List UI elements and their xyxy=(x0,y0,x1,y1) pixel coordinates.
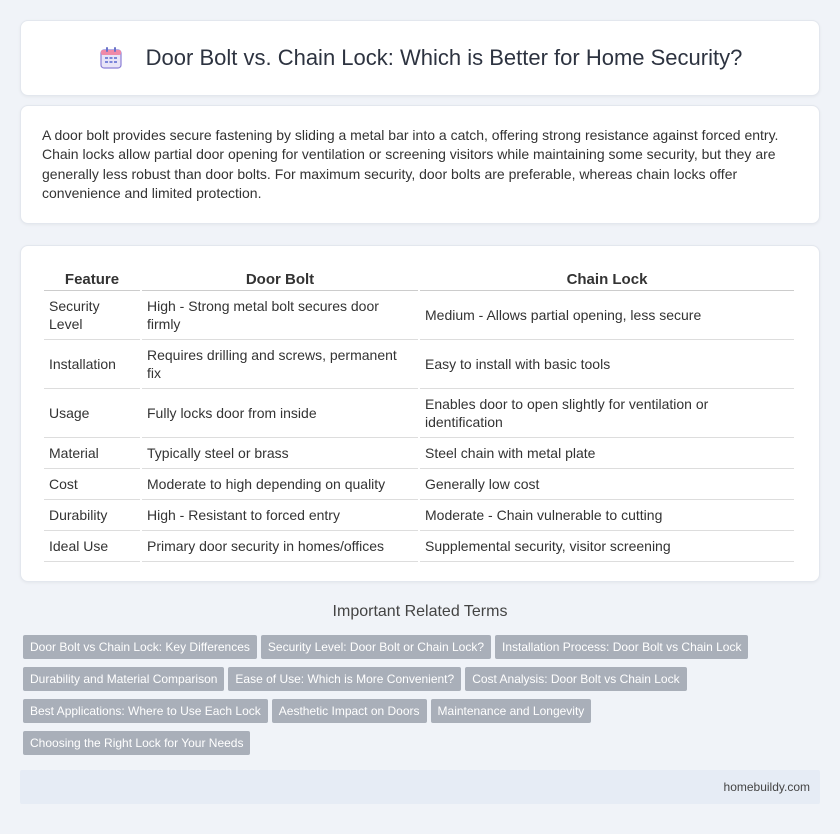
table-cell: Fully locks door from inside xyxy=(142,389,418,438)
table-cell: High - Strong metal bolt secures door firmly xyxy=(142,291,418,340)
related-term-tag[interactable]: Maintenance and Longevity xyxy=(431,699,592,723)
table-row xyxy=(44,291,794,340)
related-term-tag[interactable]: Door Bolt vs Chain Lock: Key Differences xyxy=(23,635,257,659)
table-cell: Primary door security in homes/offices xyxy=(142,531,418,562)
footer xyxy=(20,770,820,804)
table-cell: Supplemental security, visitor screening xyxy=(420,531,794,562)
table-cell: Enables door to open slightly for ventilation or identification xyxy=(420,389,794,438)
footer-site-link[interactable]: homebuildy.com xyxy=(723,780,810,794)
table-row xyxy=(44,389,794,438)
table-cell: Easy to install with basic tools xyxy=(420,340,794,389)
table-cell: Steel chain with metal plate xyxy=(420,438,794,469)
related-term-tag[interactable]: Durability and Material Comparison xyxy=(23,667,224,691)
related-term-tag[interactable]: Cost Analysis: Door Bolt vs Chain Lock xyxy=(465,667,686,691)
column-header-chain-lock: Chain Lock xyxy=(420,266,794,291)
table-row xyxy=(44,531,794,562)
column-header-door-bolt: Door Bolt xyxy=(142,266,418,291)
related-term-tag[interactable]: Security Level: Door Bolt or Chain Lock? xyxy=(261,635,491,659)
related-term-tag[interactable]: Aesthetic Impact on Doors xyxy=(272,699,427,723)
related-terms-list xyxy=(23,635,803,763)
table-row xyxy=(44,340,794,389)
intro-card xyxy=(20,105,820,224)
table-cell: Usage xyxy=(44,389,140,438)
related-terms-title: Important Related Terms xyxy=(332,603,508,620)
table-cell: Medium - Allows partial opening, less secure xyxy=(420,291,794,340)
page-title: Door Bolt vs. Chain Lock: Which is Better for Home Security? xyxy=(145,45,743,70)
table-cell: Ideal Use xyxy=(44,531,140,562)
table-cell: Moderate - Chain vulnerable to cutting xyxy=(420,500,794,531)
calendar-icon xyxy=(98,45,124,71)
table-cell: High - Resistant to forced entry xyxy=(142,500,418,531)
table-cell: Installation xyxy=(44,340,140,389)
table-cell: Durability xyxy=(44,500,140,531)
table-cell: Requires drilling and screws, permanent fix xyxy=(142,340,418,389)
column-header-feature: Feature xyxy=(44,266,140,291)
related-term-tag[interactable]: Ease of Use: Which is More Convenient? xyxy=(228,667,461,691)
table-cell: Typically steel or brass xyxy=(142,438,418,469)
table-cell: Security Level xyxy=(44,291,140,340)
table-row xyxy=(44,500,794,531)
table-row xyxy=(44,469,794,500)
comparison-card xyxy=(20,245,820,582)
related-term-tag[interactable]: Choosing the Right Lock for Your Needs xyxy=(23,731,250,755)
table-header-row xyxy=(44,266,794,291)
comparison-table xyxy=(42,266,796,562)
related-term-tag[interactable]: Installation Process: Door Bolt vs Chain Lock xyxy=(495,635,748,659)
header-card xyxy=(20,20,820,96)
table-row xyxy=(44,438,794,469)
table-cell: Moderate to high depending on quality xyxy=(142,469,418,500)
table-cell: Generally low cost xyxy=(420,469,794,500)
table-cell: Cost xyxy=(44,469,140,500)
table-cell: Material xyxy=(44,438,140,469)
intro-text: A door bolt provides secure fastening by sliding a metal bar into a catch, offering strong resistance against forced entry. Chain locks allow partial door opening for ventilation or screening visitors while maintaining some security, but they are generally less robust than door bolts. For maximum security, door bolts are preferable, whereas chain locks offer convenience and limited protection. xyxy=(42,127,779,202)
related-term-tag[interactable]: Best Applications: Where to Use Each Lock xyxy=(23,699,268,723)
